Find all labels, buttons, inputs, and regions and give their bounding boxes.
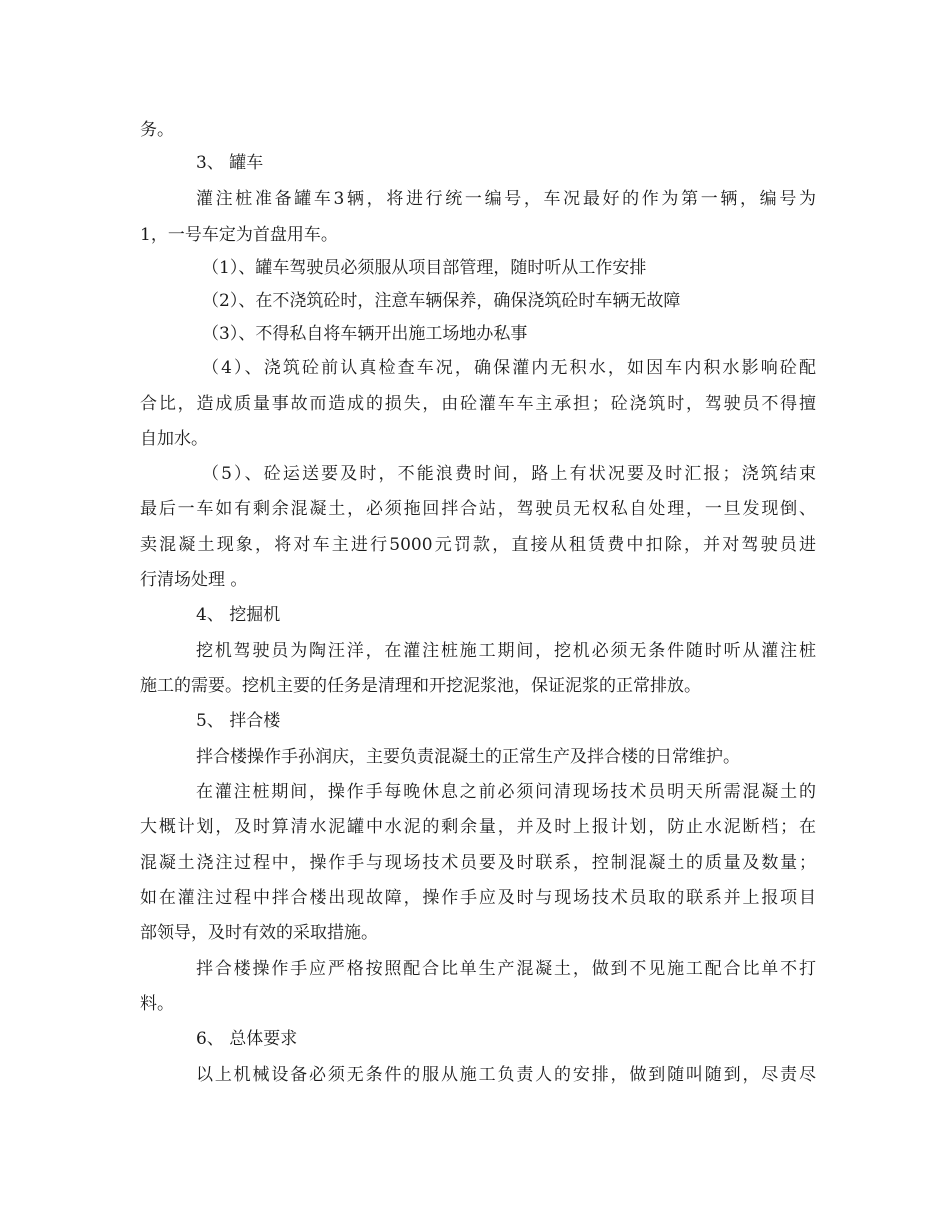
section-heading: 6、 总体要求 <box>196 1029 298 1049</box>
text-line: 自加水。 <box>140 429 208 449</box>
text-line: 行清场处理 。 <box>140 570 248 590</box>
text-line: 料。 <box>140 994 174 1014</box>
text-line: 卖混凝土现象，将对车主进行5000元罚款，直接从租赁费中扣除，并对驾驶员进 <box>140 535 816 555</box>
list-item: （2）、在不浇筑砼时，注意车辆保养，确保浇筑砼时车辆无故障 <box>202 291 681 311</box>
list-item: （3）、不得私自将车辆开出施工场地办私事 <box>202 324 528 344</box>
text-line: 合比，造成质量事故而造成的损失，由砼灌车车主承担；砼浇筑时，驾驶员不得擅 <box>140 394 816 414</box>
list-item: （4）、浇筑砼前认真检查车况，确保灌内无积水，如因车内积水影响砼配 <box>202 358 816 378</box>
text-line: 1，一号车定为首盘用车。 <box>140 225 338 245</box>
text-line: 最后一车如有剩余混凝土，必须拖回拌合站，驾驶员无权私自处理，一旦发现倒、 <box>140 499 816 519</box>
section-heading: 5、 拌合楼 <box>196 711 281 731</box>
text-line: 以上机械设备必须无条件的服从施工负责人的安排，做到随叫随到，尽责尽 <box>196 1065 816 1085</box>
text-line: 混凝土浇注过程中，操作手与现场技术员要及时联系，控制混凝土的质量及数量； <box>140 853 816 873</box>
list-item: （1）、罐车驾驶员必须服从项目部管理，随时听从工作安排 <box>202 258 647 278</box>
text-line: 大概计划，及时算清水泥罐中水泥的剩余量，并及时上报计划，防止水泥断档；在 <box>140 817 816 837</box>
text-line: 部领导，及时有效的采取措施。 <box>140 923 378 943</box>
text-line: 拌合楼操作手应严格按照配合比单生产混凝土，做到不见施工配合比单不打 <box>196 959 816 979</box>
text-line: 务。 <box>140 120 174 140</box>
section-heading: 3、 罐车 <box>196 153 264 173</box>
text-line: 灌注桩准备罐车3辆，将进行统一编号，车况最好的作为第一辆，编号为 <box>196 189 816 209</box>
text-line: 如在灌注过程中拌合楼出现故障，操作手应及时与现场技术员取的联系并上报项目 <box>140 888 816 908</box>
section-heading: 4、 挖掘机 <box>196 605 281 625</box>
text-line: 在灌注桩期间，操作手每晚休息之前必须问清现场技术员明天所需混凝土的 <box>196 782 816 802</box>
text-line: 挖机驾驶员为陶汪洋，在灌注桩施工期间，挖机必须无条件随时听从灌注桩 <box>196 641 816 661</box>
text-line: 施工的需要。挖机主要的任务是清理和开挖泥浆池，保证泥浆的正常排放。 <box>140 676 701 696</box>
text-line: 拌合楼操作手孙润庆，主要负责混凝土的正常生产及拌合楼的日常维护。 <box>196 747 740 767</box>
list-item: （5）、砼运送要及时，不能浪费时间，路上有状况要及时汇报；浇筑结束 <box>202 464 816 484</box>
